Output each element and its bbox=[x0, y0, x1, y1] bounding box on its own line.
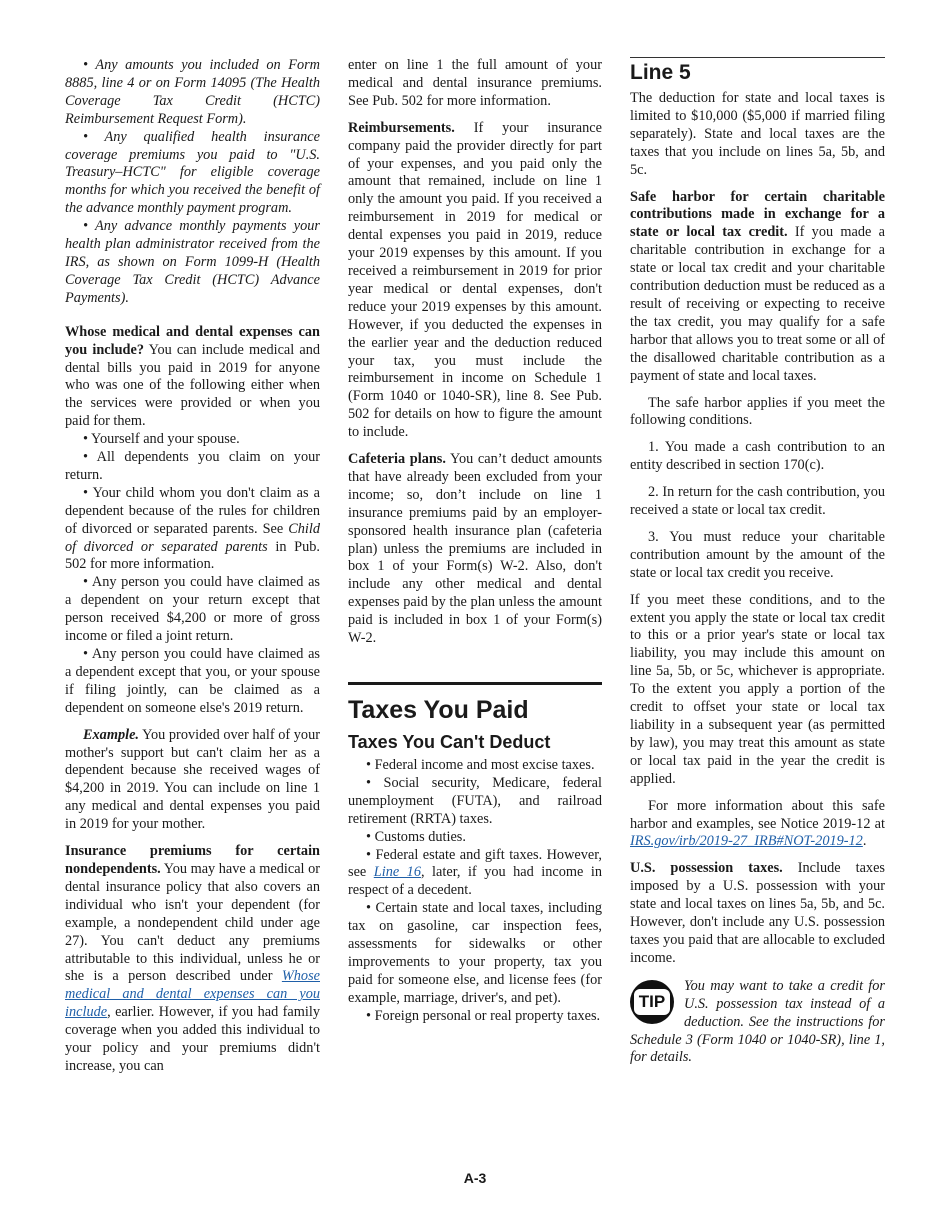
line-16-link[interactable]: Line 16 bbox=[373, 864, 421, 881]
conditions-met-paragraph: If you meet these conditions, and to the extent you apply the state or local tax credit to this or a prior year's state or local tax liability, you may include this amount on line 5a, 5b, or 5c, whichever is appropriate. To the extent you apply a portion of the credit to offset your state or local tax liability in a subsequent year (as permitted by law), you may treat this amount as state or local tax paid in the year the credit is applied. bbox=[630, 591, 885, 787]
list-item: • Your child whom you don't claim as a dependent because of the rules for children of divorced or separated parents. See Child of divorced or separated parents in Pub. 502 for more information. bbox=[65, 484, 320, 573]
list-item: • Federal income and most excise taxes. bbox=[366, 757, 595, 773]
applies-paragraph: The safe harbor applies if you meet the following conditions. bbox=[630, 394, 885, 429]
column-middle bbox=[348, 57, 602, 1026]
possession-taxes-paragraph: U.S. possession taxes. Include taxes imposed by a U.S. possession with your state and local taxes on lines 5a, 5b, and 5c. However, don't include any U.S. possession taxes you paid that are allocable to excluded income. bbox=[630, 860, 885, 966]
column-left bbox=[65, 57, 320, 1076]
tip-box bbox=[630, 978, 885, 1068]
line-5-heading: Line 5 bbox=[630, 61, 691, 84]
notice-link[interactable]: IRS.gov/irb/2019-27_IRB#NOT-2019-12 bbox=[630, 833, 863, 850]
tip-icon: TIP bbox=[630, 980, 676, 1024]
section-divider bbox=[348, 682, 602, 685]
insurance-premiums-heading: Insurance premiums for certain nondependents. bbox=[65, 843, 320, 877]
safe-harbor-paragraph: Safe harbor for certain charitable contributions made in exchange for a state or local tax credit. If you made a charitable contribution in exchange for a state or local tax credit and your charitable contribution deduction must be reduced as a result of receiving or expecting to receive the tax credit, you may qualify for a safe harbor that allows you to treat some or all of the disallowed charitable contribution as a payment of state and local taxes. bbox=[630, 188, 885, 384]
list-item: • Social security, Medicare, federal unemployment (FUTA), and railroad retirement (RRTA) taxes. bbox=[348, 774, 602, 827]
example-paragraph: Example. You provided over half of your mother's support but can't claim her as a dependent because she received wages of $4,200 in 2019. You can include on line 1 any medical and dental expenses you paid in 2019 for your mother. bbox=[65, 726, 320, 833]
list-item: • Any person you could have claimed as a dependent except that you, or your spouse if filing jointly, can be claimed as a dependent on someone else's 2019 return. bbox=[65, 646, 320, 716]
limit-paragraph: The deduction for state and local taxes is limited to $10,000 ($5,000 if married filing separately). State and local taxes are the taxes that you include on lines 5a, 5b, and 5c. bbox=[630, 90, 885, 178]
subsection-heading: Taxes You Can't Deduct bbox=[348, 732, 551, 752]
list-item: • Yourself and your spouse. bbox=[83, 431, 240, 448]
continued-paragraph: enter on line 1 the full amount of your medical and dental insurance premiums. See Pub. 502 for more information. bbox=[348, 57, 602, 109]
exclusion-bullet: • Any advance monthly payments your health plan administrator received from the IRS, as shown on Form 1099-H (Health Coverage Tax Credit (HCTC) Advance Payments). bbox=[65, 218, 320, 306]
insurance-premiums-paragraph: Insurance premiums for certain nondependents. You may have a medical or dental insurance policy that also covers an individual who isn't your dependent (for example, a nondependent child under age 27). You can't deduct any premiums attributable to this individual, unless he or she is a person described under Whose medical and dental expenses can you include, earlier. However, if you had family coverage when you added this individual to your policy and your premiums didn't increase, you can bbox=[65, 843, 320, 1074]
column-right bbox=[630, 57, 885, 1067]
whose-expenses-heading: Whose medical and dental expenses can you include? bbox=[65, 323, 320, 358]
tip-text: You may want to take a credit for U.S. possession tax instead of a deduction. See the instructions for Schedule 3 (Form 1040 or 1040-SR), line 1, for details. bbox=[630, 977, 885, 1066]
reimbursements-paragraph: Reimbursements. If your insurance company paid the provider directly for part of your expenses, and you paid only the amount that remained, include on line 1 only the amount you paid. If you received a reimbursement in 2019 for medical or dental expenses you paid in 2019, reduce your 2019 expenses by this amount. If you received a reimbursement in 2019 for prior year medical or dental expenses, don't reduce your 2019 expenses by this amount. However, if you deducted the expenses in the earlier year and the deduction reduced your tax, you must include the reimbursement in income on Schedule 1 (Form 1040 or 1040-SR), line 8. See Pub. 502 for details on how to figure the amount to include. bbox=[348, 119, 602, 441]
line-5-rule bbox=[630, 57, 885, 58]
condition-item: 2. In return for the cash contribution, you received a state or local tax credit. bbox=[630, 484, 885, 519]
whose-expenses-link[interactable]: Whose medical and dental expenses can you include bbox=[65, 968, 320, 1021]
whose-expenses-paragraph: Whose medical and dental expenses can you include? You can include medical and dental bills you paid in 2019 for anyone who was one of the following either when the services were provided or when you paid for them. bbox=[65, 323, 320, 430]
list-item: • Certain state and local taxes, including tax on gasoline, car inspection fees, assessments for sidewalks or other improvements to your property, tax you paid for someone else, and license fees (for example, marriage, driver's, and pet). bbox=[348, 900, 602, 1006]
page-number: A-3 bbox=[463, 1170, 487, 1186]
list-item: • Customs duties. bbox=[366, 828, 466, 845]
list-item: • All dependents you claim on your return. bbox=[65, 449, 320, 483]
condition-item: 3. You must reduce your charitable contribution amount by the amount of the state or local tax credit you receive. bbox=[630, 528, 885, 581]
list-item: • Foreign personal or real property taxes. bbox=[366, 1007, 601, 1024]
more-info-paragraph: For more information about this safe harbor and examples, see Notice 2019-12 at IRS.gov/irb/2019-27_IRB#NOT-2019-12. bbox=[630, 797, 885, 850]
list-item: • Any person you could have claimed as a dependent on your return except that person received $4,200 or more of gross income or filed a joint return. bbox=[65, 574, 320, 645]
exclusion-bullet: • Any qualified health insurance coverage premiums you paid to "U.S. Treasury–HCTC" for eligible coverage months for which you received the benefit of the advance monthly payment program. bbox=[65, 128, 320, 217]
exclusion-bullet: • Any amounts you included on Form 8885, line 4 or on Form 14095 (The Health Coverage Tax Credit (HCTC) Reimbursement Request Form). bbox=[65, 57, 320, 127]
cafeteria-plans-paragraph: Cafeteria plans. You can’t deduct amounts that have already been excluded from your income; so, don’t include on line 1 insurance premiums paid by an employer-sponsored health insurance plan (cafeteria plan) unless the premiums are included in box 1 of your Form(s) W-2. Also, don't include any other medical and dental expenses paid by the plan unless the amount paid is included in box 1 of your Form(s) W-2. bbox=[348, 451, 603, 647]
list-item: • Federal estate and gift taxes. However, see Line 16, later, if you had income in respect of a decedent. bbox=[348, 846, 602, 899]
condition-item: 1. You made a cash contribution to an entity described in section 170(c). bbox=[630, 439, 885, 474]
section-heading: Taxes You Paid bbox=[348, 696, 529, 724]
